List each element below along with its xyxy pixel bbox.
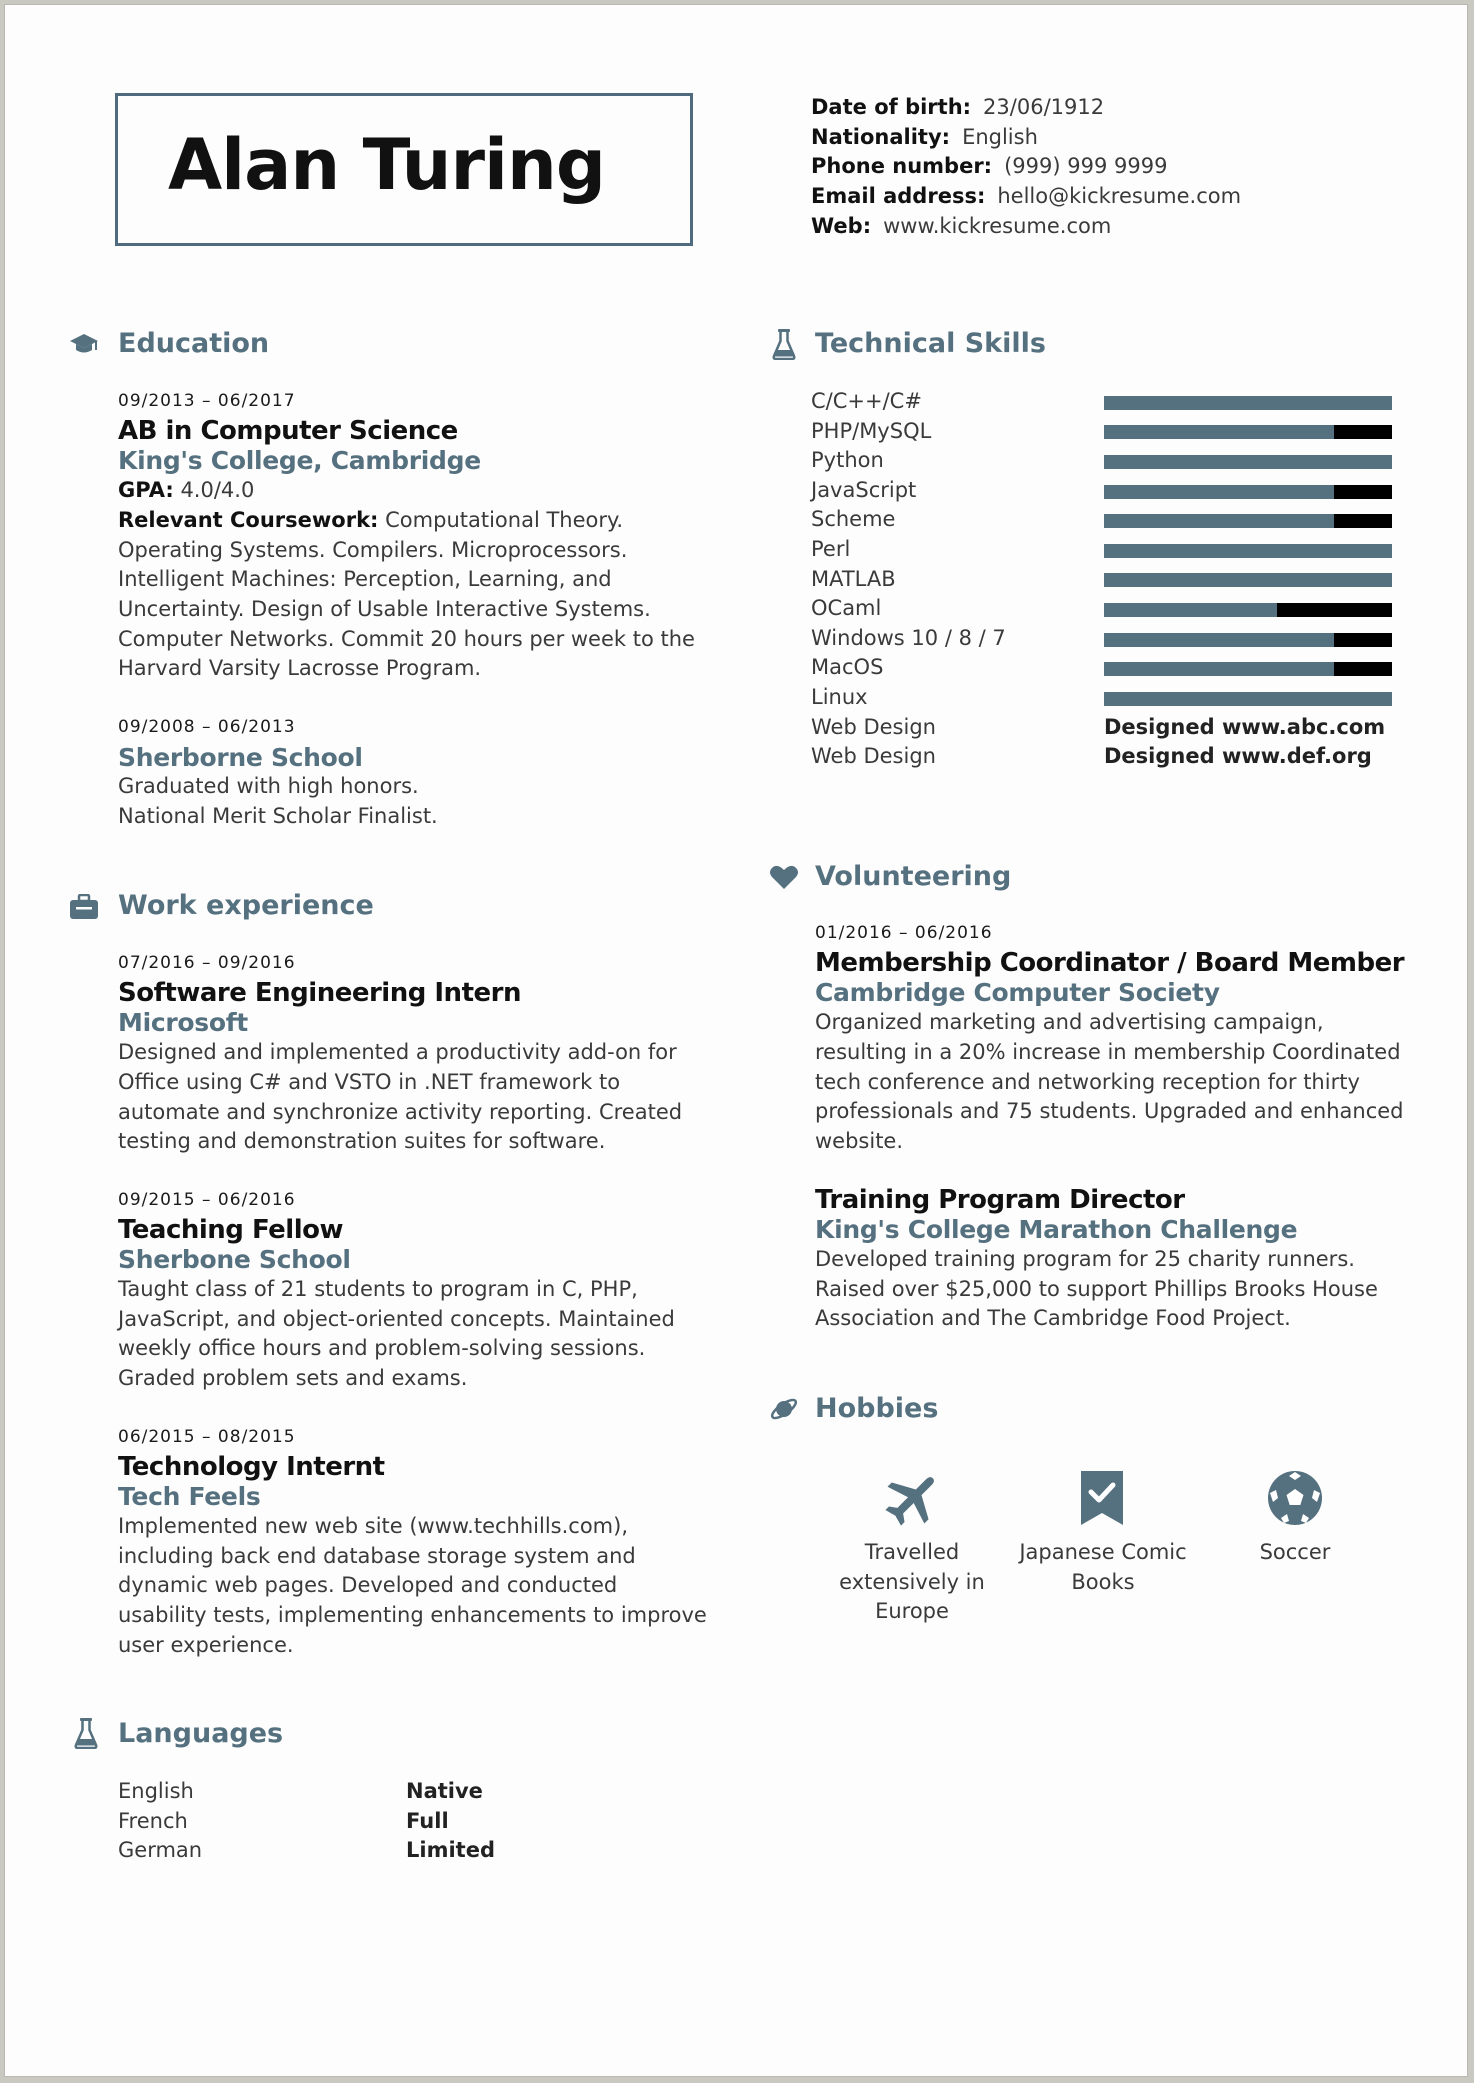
entry-title: AB in Computer Science [118, 415, 458, 446]
skill-level-fill [1104, 396, 1392, 410]
skill-note: Designed www.def.org [1104, 744, 1372, 769]
language-level: Full [406, 1808, 449, 1833]
entry-organization: Sherborne School [118, 742, 363, 772]
skill-level-bar [1104, 662, 1392, 676]
contact-label: Phone number: [811, 154, 993, 179]
candidate-name: Alan Turing [168, 124, 605, 206]
hobby-label-line: Books [1071, 1569, 1135, 1594]
skill-name: OCaml [811, 596, 882, 621]
entry-line: website. [815, 1128, 904, 1153]
entry-title: Teaching Fellow [118, 1214, 344, 1245]
volunteering-heading: Volunteering [815, 861, 1012, 892]
entry-line: weekly office hours and problem-solving sessions. [118, 1336, 646, 1361]
entry-date: 07/2016 – 09/2016 [118, 953, 296, 973]
entry-line: Implemented new web site (www.techhills.com), [118, 1513, 628, 1538]
gpa-value: 4.0/4.0 [180, 478, 255, 503]
gpa-row [118, 476, 698, 506]
planet-icon [767, 1392, 801, 1426]
name-box [115, 93, 693, 246]
entry-date: 06/2015 – 08/2015 [118, 1426, 296, 1447]
contact-row [811, 152, 1241, 182]
heart-icon [767, 860, 801, 894]
hobby-label [1191, 1538, 1399, 1568]
volunteering-section [815, 919, 1435, 1334]
contact-info [811, 93, 1241, 242]
skill-name: MacOS [811, 655, 884, 680]
entry-title: Membership Coordinator / Board Member [815, 947, 1405, 978]
skill-name: Web Design [811, 714, 936, 739]
skill-level-bar [1104, 425, 1392, 439]
contact-label: Web: [811, 213, 872, 238]
language-name: English [118, 1779, 194, 1803]
entry-organization: Cambridge Computer Society [815, 978, 1220, 1008]
skill-level-bar [1104, 396, 1392, 410]
flask-icon [767, 327, 801, 361]
contact-label: Email address: [811, 184, 986, 209]
skill-level-fill [1104, 455, 1392, 469]
skill-name: Web Design [811, 744, 936, 769]
entry-title: Technology Internt [118, 1451, 385, 1482]
entry-line: usability tests, implementing enhancements to improve [118, 1603, 707, 1628]
gpa-label: GPA: [118, 478, 174, 503]
entry-date: 09/2008 – 06/2013 [118, 717, 296, 738]
contact-value: hello@kickresume.com [997, 184, 1242, 209]
language-name: French [118, 1808, 188, 1833]
skill-name: Perl [811, 537, 851, 561]
language-level: Limited [406, 1838, 495, 1863]
entry-line: Association and The Cambridge Food Project. [815, 1306, 1291, 1331]
coursework-line: Computer Networks. Commit 20 hours per week to the [118, 626, 695, 651]
entry-organization: Tech Feels [118, 1482, 261, 1512]
coursework-line: Intelligent Machines: Perception, Learning, and [118, 567, 612, 592]
skill-level-fill [1104, 692, 1392, 706]
entry-title: Training Program Director [815, 1184, 1185, 1215]
airplane-icon [883, 1468, 943, 1532]
contact-label: Date of birth: [811, 95, 972, 119]
coursework-line: Uncertainty. Design of Usable Interactive Systems. [118, 596, 651, 621]
skill-level-fill [1104, 662, 1334, 676]
hobby-label [999, 1538, 1207, 1597]
skill-level-bar [1104, 514, 1392, 528]
coursework-label: Relevant Coursework: [118, 507, 379, 532]
entry-line: Taught class of 21 students to program in C, PHP, [118, 1277, 638, 1302]
skill-level-bar [1104, 485, 1392, 499]
contact-row [811, 182, 1241, 212]
entry-line: professionals and 75 students. Upgraded and enhanced [815, 1099, 1404, 1124]
graduation-cap-icon [67, 327, 101, 361]
skill-level-fill [1104, 603, 1277, 617]
skill-name: C/C++/C# [811, 389, 922, 413]
skill-note: Designed www.abc.com [1104, 714, 1386, 739]
entry-organization: Microsoft [118, 1008, 248, 1038]
education-section [118, 387, 698, 832]
work-section [118, 949, 718, 1660]
contact-value: (999) 999 9999 [1004, 154, 1168, 179]
hobby-label [808, 1538, 1016, 1627]
entry-line: Organized marketing and advertising campaign, [815, 1010, 1324, 1035]
entry-line: tech conference and networking reception for thirty [815, 1069, 1360, 1094]
skills-heading: Technical Skills [815, 328, 1046, 359]
entry-line: automate and synchronize activity reporting. Created [118, 1099, 683, 1124]
skill-name: Python [811, 448, 884, 473]
entry-line: JavaScript, and object-oriented concepts. Maintained [118, 1306, 675, 1331]
skill-name: Linux [811, 685, 868, 709]
coursework-text: Computational Theory. [385, 507, 624, 532]
hobby-label-line: Europe [875, 1599, 949, 1624]
flask-icon [69, 1716, 103, 1750]
languages-heading: Languages [118, 1718, 284, 1749]
hobbies-heading: Hobbies [815, 1393, 939, 1424]
skill-name: MATLAB [811, 566, 896, 591]
contact-row [811, 93, 1241, 123]
contact-value: English [962, 124, 1038, 149]
skill-level-fill [1104, 573, 1392, 587]
contact-value: 23/06/1912 [983, 95, 1105, 119]
hobby-label-line: extensively in [839, 1569, 985, 1594]
entry-line: Designed and implemented a productivity add-on for [118, 1040, 677, 1065]
language-name: German [118, 1838, 203, 1863]
entry-line: National Merit Scholar Finalist. [118, 804, 438, 829]
soccer-ball-icon [1265, 1468, 1325, 1532]
entry-organization: King's College, Cambridge [118, 446, 481, 476]
entry-title: Software Engineering Intern [118, 977, 521, 1008]
skill-level-bar [1104, 633, 1392, 647]
bookmark-icon [1078, 1468, 1126, 1532]
skill-level-bar [1104, 544, 1392, 558]
entry-line: dynamic web pages. Developed and conducted [118, 1573, 618, 1598]
hobby-label-line: Soccer [1259, 1540, 1331, 1564]
entry-line: user experience. [118, 1632, 294, 1657]
entry-date: 09/2013 – 06/2017 [118, 391, 296, 411]
entry-line: Office using C# and VSTO in .NET framework to [118, 1069, 621, 1094]
skill-level-bar [1104, 573, 1392, 587]
entry-line: Raised over $25,000 to support Phillips Brooks House [815, 1276, 1378, 1301]
skill-level-fill [1104, 514, 1334, 528]
entry-line: Graduated with high honors. [118, 774, 419, 799]
skill-level-fill [1104, 485, 1334, 499]
skill-name: Scheme [811, 507, 896, 532]
coursework-line: Harvard Varsity Lacrosse Program. [118, 656, 482, 681]
skill-level-bar [1104, 603, 1392, 617]
language-level: Native [406, 1779, 483, 1803]
skill-level-fill [1104, 633, 1334, 647]
skill-name: PHP/MySQL [811, 418, 932, 443]
entry-line: resulting in a 20% increase in membership Coordinated [815, 1039, 1401, 1064]
coursework-line: Operating Systems. Compilers. Microprocessors. [118, 537, 628, 562]
education-heading: Education [118, 328, 270, 359]
entry-line: Developed training program for 25 charity runners. [815, 1247, 1355, 1272]
briefcase-icon [67, 890, 101, 924]
contact-row [811, 212, 1241, 242]
coursework-line [118, 506, 698, 536]
entry-organization: King's College Marathon Challenge [815, 1215, 1298, 1245]
contact-value: www.kickresume.com [883, 213, 1112, 238]
resume-page [4, 4, 1468, 2077]
entry-line: including back end database storage system and [118, 1543, 636, 1568]
skill-name: Windows 10 / 8 / 7 [811, 625, 1006, 650]
skill-name: JavaScript [811, 477, 917, 502]
entry-line: Graded problem sets and exams. [118, 1366, 468, 1391]
contact-label: Nationality: [811, 124, 951, 149]
entry-date: 09/2015 – 06/2016 [118, 1189, 296, 1210]
entry-organization: Sherbone School [118, 1245, 351, 1275]
contact-row [811, 123, 1241, 153]
skill-level-fill [1104, 544, 1392, 558]
skill-level-bar [1104, 692, 1392, 706]
skill-level-fill [1104, 425, 1334, 439]
entry-line: testing and demonstration suites for software. [118, 1129, 606, 1154]
skill-level-bar [1104, 455, 1392, 469]
hobby-label-line: Travelled [864, 1540, 960, 1564]
hobby-label-line: Japanese Comic [1019, 1540, 1187, 1564]
entry-date: 01/2016 – 06/2016 [815, 923, 993, 943]
work-heading: Work experience [118, 890, 374, 921]
